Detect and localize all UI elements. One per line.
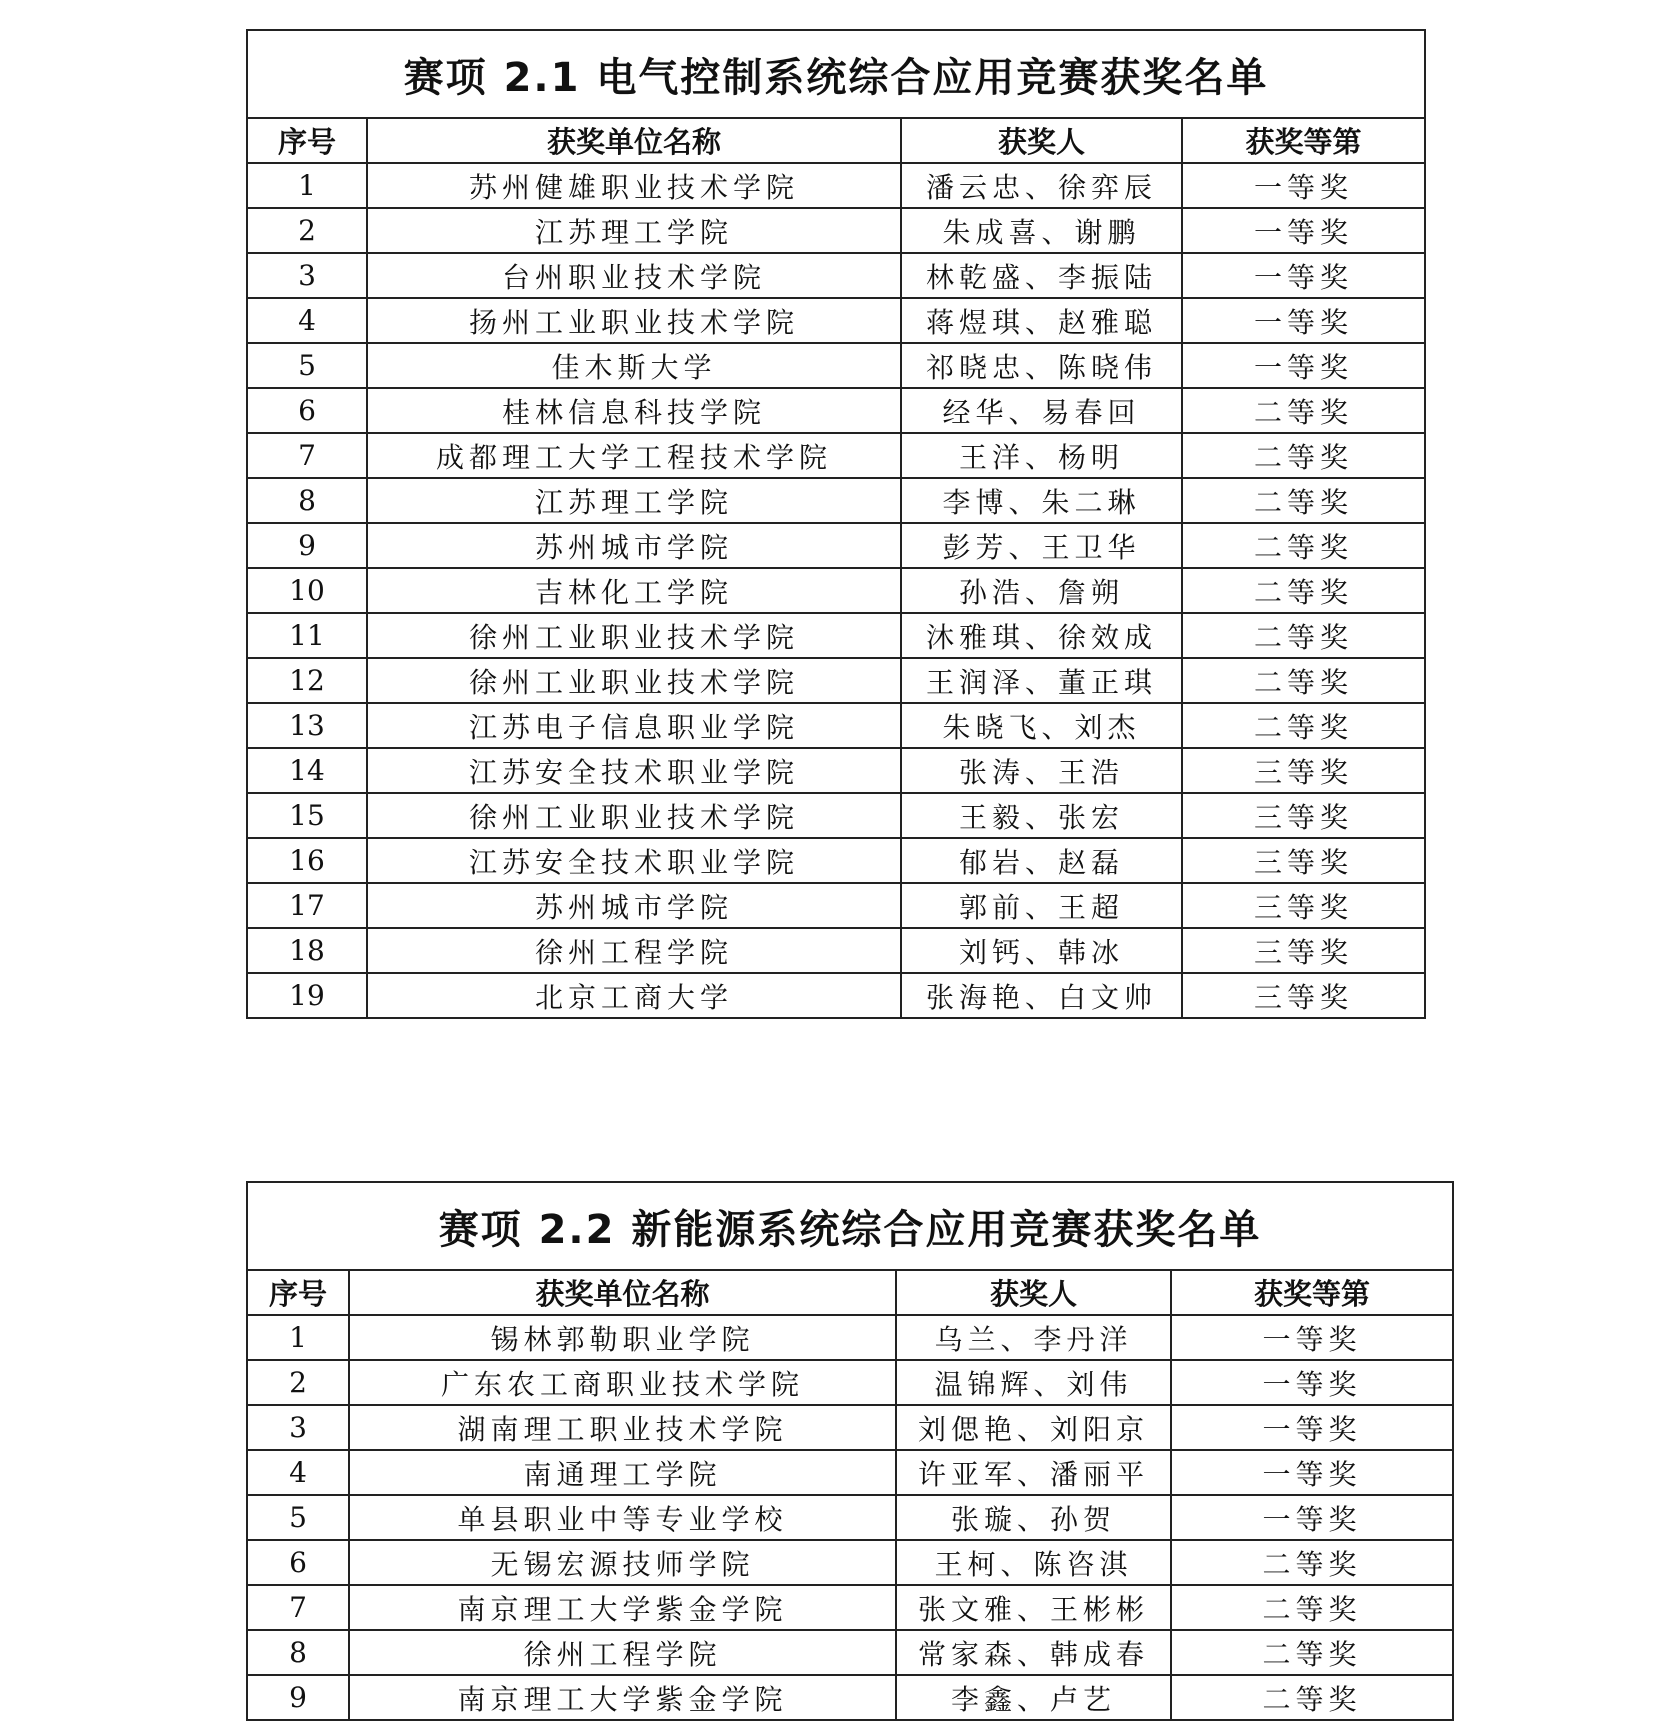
cell-index: 15 [247, 793, 367, 838]
cell-award-level: 一等奖 [1171, 1450, 1453, 1495]
table-row [247, 1495, 1453, 1540]
cell-institution: 湖南理工职业技术学院 [349, 1405, 896, 1450]
table-body [247, 1315, 1453, 1720]
cell-institution: 锡林郭勒职业学院 [349, 1315, 896, 1360]
cell-award-level: 二等奖 [1182, 523, 1425, 568]
cell-institution: 扬州工业职业技术学院 [367, 298, 901, 343]
cell-award-level: 一等奖 [1182, 253, 1425, 298]
cell-index: 3 [247, 253, 367, 298]
cell-winners: 祁晓忠、陈晓伟 [901, 343, 1182, 388]
cell-award-level: 二等奖 [1182, 613, 1425, 658]
cell-winners: 经华、易春回 [901, 388, 1182, 433]
cell-institution: 徐州工业职业技术学院 [367, 613, 901, 658]
cell-winners: 孙浩、詹朔 [901, 568, 1182, 613]
table-row [247, 523, 1425, 568]
cell-award-level: 二等奖 [1171, 1585, 1453, 1630]
table-row [247, 1630, 1453, 1675]
table-row [247, 478, 1425, 523]
cell-winners: 张海艳、白文帅 [901, 973, 1182, 1018]
table-title: 赛项 2.1 电气控制系统综合应用竞赛获奖名单 [247, 30, 1425, 118]
cell-award-level: 二等奖 [1171, 1630, 1453, 1675]
cell-institution: 江苏理工学院 [367, 208, 901, 253]
header-winners: 获奖人 [896, 1270, 1171, 1315]
cell-winners: 刘偲艳、刘阳京 [896, 1405, 1171, 1450]
cell-institution: 徐州工业职业技术学院 [367, 658, 901, 703]
table-title: 赛项 2.2 新能源系统综合应用竞赛获奖名单 [247, 1182, 1453, 1270]
cell-award-level: 一等奖 [1182, 298, 1425, 343]
table-row [247, 1585, 1453, 1630]
table-row [247, 973, 1425, 1018]
cell-index: 7 [247, 1585, 349, 1630]
cell-award-level: 一等奖 [1171, 1405, 1453, 1450]
cell-index: 2 [247, 1360, 349, 1405]
table-row [247, 253, 1425, 298]
cell-award-level: 三等奖 [1182, 928, 1425, 973]
table-row [247, 568, 1425, 613]
cell-winners: 朱成喜、谢鹏 [901, 208, 1182, 253]
cell-institution: 江苏安全技术职业学院 [367, 748, 901, 793]
cell-institution: 南京理工大学紫金学院 [349, 1585, 896, 1630]
cell-award-level: 三等奖 [1182, 748, 1425, 793]
cell-index: 8 [247, 478, 367, 523]
cell-winners: 潘云忠、徐弈辰 [901, 163, 1182, 208]
cell-institution: 桂林信息科技学院 [367, 388, 901, 433]
cell-award-level: 三等奖 [1182, 883, 1425, 928]
table-row [247, 838, 1425, 883]
cell-institution: 江苏理工学院 [367, 478, 901, 523]
cell-index: 8 [247, 1630, 349, 1675]
cell-award-level: 一等奖 [1171, 1495, 1453, 1540]
cell-index: 5 [247, 343, 367, 388]
header-award-level: 获奖等第 [1171, 1270, 1453, 1315]
table-row [247, 388, 1425, 433]
cell-winners: 王润泽、董正琪 [901, 658, 1182, 703]
cell-winners: 沐雅琪、徐效成 [901, 613, 1182, 658]
cell-index: 13 [247, 703, 367, 748]
header-award-level: 获奖等第 [1182, 118, 1425, 163]
cell-winners: 李博、朱二琳 [901, 478, 1182, 523]
cell-award-level: 二等奖 [1171, 1675, 1453, 1720]
cell-institution: 江苏电子信息职业学院 [367, 703, 901, 748]
cell-institution: 北京工商大学 [367, 973, 901, 1018]
cell-award-level: 一等奖 [1182, 163, 1425, 208]
cell-winners: 郭前、王超 [901, 883, 1182, 928]
table-row [247, 883, 1425, 928]
cell-index: 9 [247, 523, 367, 568]
cell-winners: 蒋煜琪、赵雅聪 [901, 298, 1182, 343]
cell-index: 12 [247, 658, 367, 703]
table-row [247, 1675, 1453, 1720]
cell-winners: 林乾盛、李振陆 [901, 253, 1182, 298]
cell-institution: 广东农工商职业技术学院 [349, 1360, 896, 1405]
cell-index: 6 [247, 1540, 349, 1585]
table-row [247, 928, 1425, 973]
cell-winners: 刘钙、韩冰 [901, 928, 1182, 973]
cell-index: 4 [247, 1450, 349, 1495]
table-row [247, 793, 1425, 838]
cell-index: 11 [247, 613, 367, 658]
cell-institution: 苏州健雄职业技术学院 [367, 163, 901, 208]
cell-institution: 吉林化工学院 [367, 568, 901, 613]
cell-institution: 徐州工程学院 [349, 1630, 896, 1675]
table-row [247, 1405, 1453, 1450]
cell-winners: 王洋、杨明 [901, 433, 1182, 478]
cell-winners: 乌兰、李丹洋 [896, 1315, 1171, 1360]
cell-winners: 张文雅、王彬彬 [896, 1585, 1171, 1630]
cell-award-level: 一等奖 [1171, 1360, 1453, 1405]
cell-winners: 许亚军、潘丽平 [896, 1450, 1171, 1495]
cell-index: 14 [247, 748, 367, 793]
cell-index: 16 [247, 838, 367, 883]
table-row [247, 658, 1425, 703]
cell-institution: 南通理工学院 [349, 1450, 896, 1495]
cell-winners: 王柯、陈咨淇 [896, 1540, 1171, 1585]
cell-institution: 南京理工大学紫金学院 [349, 1675, 896, 1720]
cell-award-level: 二等奖 [1182, 388, 1425, 433]
table-row [247, 343, 1425, 388]
cell-index: 1 [247, 163, 367, 208]
cell-winners: 朱晓飞、刘杰 [901, 703, 1182, 748]
cell-winners: 常家森、韩成春 [896, 1630, 1171, 1675]
cell-award-level: 三等奖 [1182, 973, 1425, 1018]
cell-award-level: 二等奖 [1182, 433, 1425, 478]
header-winners: 获奖人 [901, 118, 1182, 163]
cell-award-level: 二等奖 [1182, 478, 1425, 523]
cell-award-level: 二等奖 [1171, 1540, 1453, 1585]
cell-award-level: 一等奖 [1182, 208, 1425, 253]
table-row [247, 1450, 1453, 1495]
cell-winners: 张璇、孙贺 [896, 1495, 1171, 1540]
table-row [247, 613, 1425, 658]
cell-index: 2 [247, 208, 367, 253]
cell-award-level: 三等奖 [1182, 838, 1425, 883]
cell-institution: 徐州工业职业技术学院 [367, 793, 901, 838]
cell-award-level: 一等奖 [1182, 343, 1425, 388]
cell-award-level: 二等奖 [1182, 568, 1425, 613]
cell-institution: 徐州工程学院 [367, 928, 901, 973]
cell-winners: 张涛、王浩 [901, 748, 1182, 793]
table-row [247, 163, 1425, 208]
cell-index: 5 [247, 1495, 349, 1540]
award-table-2-1 [246, 29, 1426, 1019]
cell-index: 1 [247, 1315, 349, 1360]
cell-institution: 无锡宏源技师学院 [349, 1540, 896, 1585]
table-row [247, 748, 1425, 793]
cell-winners: 温锦辉、刘伟 [896, 1360, 1171, 1405]
cell-institution: 成都理工大学工程技术学院 [367, 433, 901, 478]
header-institution: 获奖单位名称 [367, 118, 901, 163]
cell-institution: 台州职业技术学院 [367, 253, 901, 298]
cell-index: 3 [247, 1405, 349, 1450]
cell-award-level: 二等奖 [1182, 703, 1425, 748]
award-table-2-2 [246, 1181, 1454, 1721]
table-row [247, 703, 1425, 748]
cell-award-level: 三等奖 [1182, 793, 1425, 838]
table-row [247, 1315, 1453, 1360]
cell-institution: 江苏安全技术职业学院 [367, 838, 901, 883]
table-row [247, 1540, 1453, 1585]
table-body [247, 163, 1425, 1018]
table-row [247, 208, 1425, 253]
cell-award-level: 一等奖 [1171, 1315, 1453, 1360]
cell-index: 7 [247, 433, 367, 478]
cell-award-level: 二等奖 [1182, 658, 1425, 703]
header-index: 序号 [247, 1270, 349, 1315]
cell-winners: 李鑫、卢艺 [896, 1675, 1171, 1720]
cell-winners: 王毅、张宏 [901, 793, 1182, 838]
cell-institution: 单县职业中等专业学校 [349, 1495, 896, 1540]
table-row [247, 1360, 1453, 1405]
cell-winners: 郁岩、赵磊 [901, 838, 1182, 883]
header-institution: 获奖单位名称 [349, 1270, 896, 1315]
header-index: 序号 [247, 118, 367, 163]
cell-index: 10 [247, 568, 367, 613]
cell-institution: 佳木斯大学 [367, 343, 901, 388]
cell-index: 18 [247, 928, 367, 973]
cell-index: 17 [247, 883, 367, 928]
cell-winners: 彭芳、王卫华 [901, 523, 1182, 568]
cell-index: 6 [247, 388, 367, 433]
table-row [247, 298, 1425, 343]
cell-index: 9 [247, 1675, 349, 1720]
cell-institution: 苏州城市学院 [367, 523, 901, 568]
cell-index: 19 [247, 973, 367, 1018]
table-row [247, 433, 1425, 478]
cell-institution: 苏州城市学院 [367, 883, 901, 928]
cell-index: 4 [247, 298, 367, 343]
